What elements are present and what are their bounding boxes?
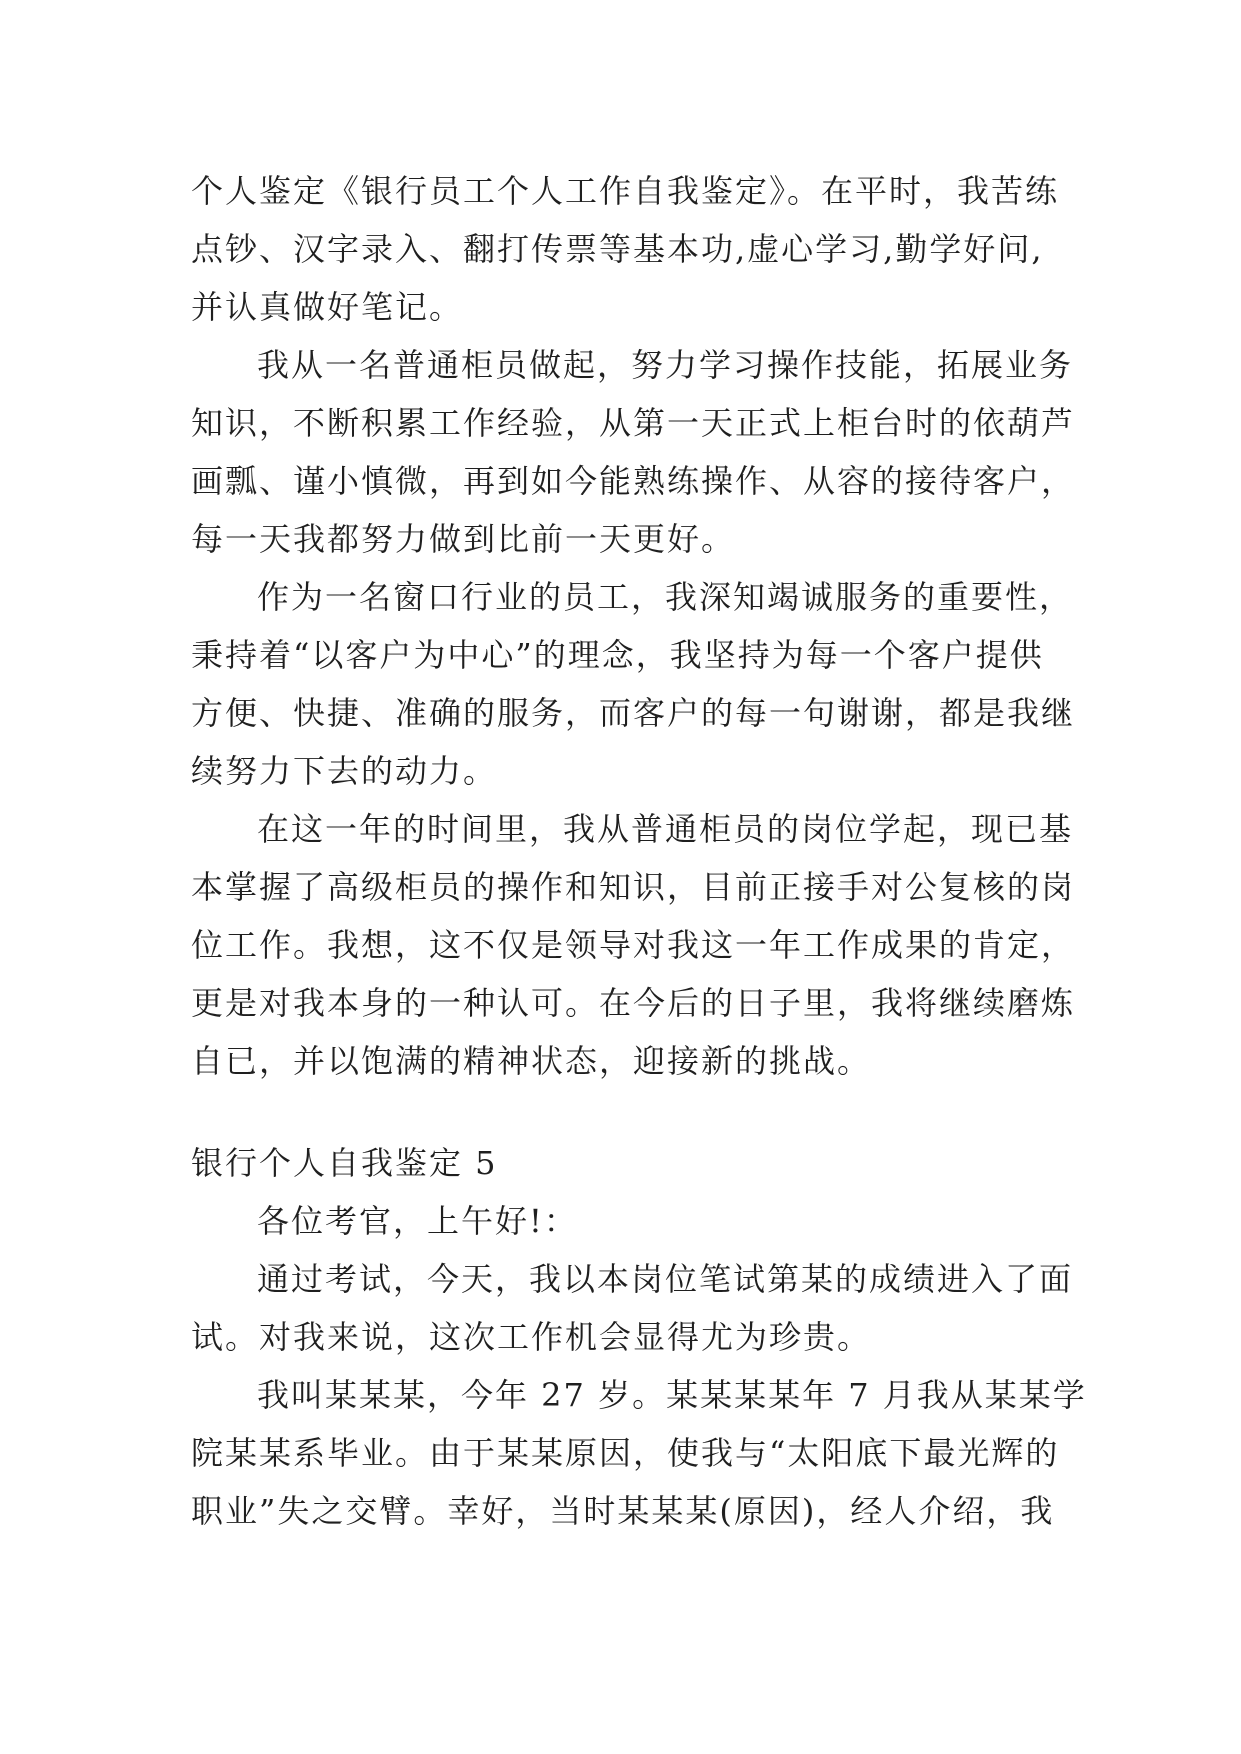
greeting-line: 各位考官，上午好!： (257, 1202, 578, 1240)
paragraph-first-line: 通过考试，今天，我以本岗位笔试第某的成绩进入了面 (257, 1260, 1074, 1298)
text-line: 个人鉴定《银行员工个人工作自我鉴定》。在平时，我苦练 (191, 172, 1060, 210)
text-line: 职业”失之交臂。幸好，当时某某某(原因)，经人介绍，我 (191, 1492, 1055, 1530)
text-line: 点钞、汉字录入、翻打传票等基本功,虚心学习,勤学好问, (191, 230, 1044, 268)
text-line: 每一天我都努力做到比前一天更好。 (191, 520, 736, 558)
paragraph-first-line: 作为一名窗口行业的员工，我深知竭诚服务的重要性， (257, 578, 1074, 616)
text-line: 试。对我来说，这次工作机会显得尤为珍贵。 (191, 1318, 872, 1356)
text-line: 自已，并以饱满的精神状态，迎接新的挑战。 (191, 1042, 872, 1080)
text-line: 并认真做好笔记。 (191, 288, 464, 326)
text-line: 知识，不断积累工作经验，从第一天正式上柜台时的依葫芦 (191, 404, 1076, 442)
paragraph-first-line: 在这一年的时间里，我从普通柜员的岗位学起，现已基 (257, 810, 1074, 848)
text-line: 秉持着“以客户为中心”的理念，我坚持为每一个客户提供 (191, 636, 1044, 674)
paragraph-first-line: 我从一名普通柜员做起，努力学习操作技能，拓展业务 (257, 346, 1074, 384)
text-line: 位工作。我想，这不仅是领导对我这一年工作成果的肯定， (191, 926, 1076, 964)
text-line: 院某某系毕业。由于某某原因，使我与“太阳底下最光辉的 (191, 1434, 1060, 1472)
document-body (191, 162, 1087, 1540)
text-line: 更是对我本身的一种认可。在今后的日子里，我将继续磨炼 (191, 984, 1076, 1022)
text-line: 画瓢、谨小慎微，再到如今能熟练操作、从容的接待客户， (191, 462, 1076, 500)
text-line: 续努力下去的动力。 (191, 752, 498, 790)
section-gap (191, 1090, 1051, 1134)
text-line: 方便、快捷、准确的服务，而客户的每一句谢谢，都是我继 (191, 694, 1076, 732)
text-line: 本掌握了高级柜员的操作和知识，目前正接手对公复核的岗 (191, 868, 1076, 906)
section-heading: 银行个人自我鉴定 5 (191, 1144, 498, 1182)
paragraph-first-line: 我叫某某某，今年 27 岁。某某某某年 7 月我从某某学 (257, 1376, 1087, 1414)
